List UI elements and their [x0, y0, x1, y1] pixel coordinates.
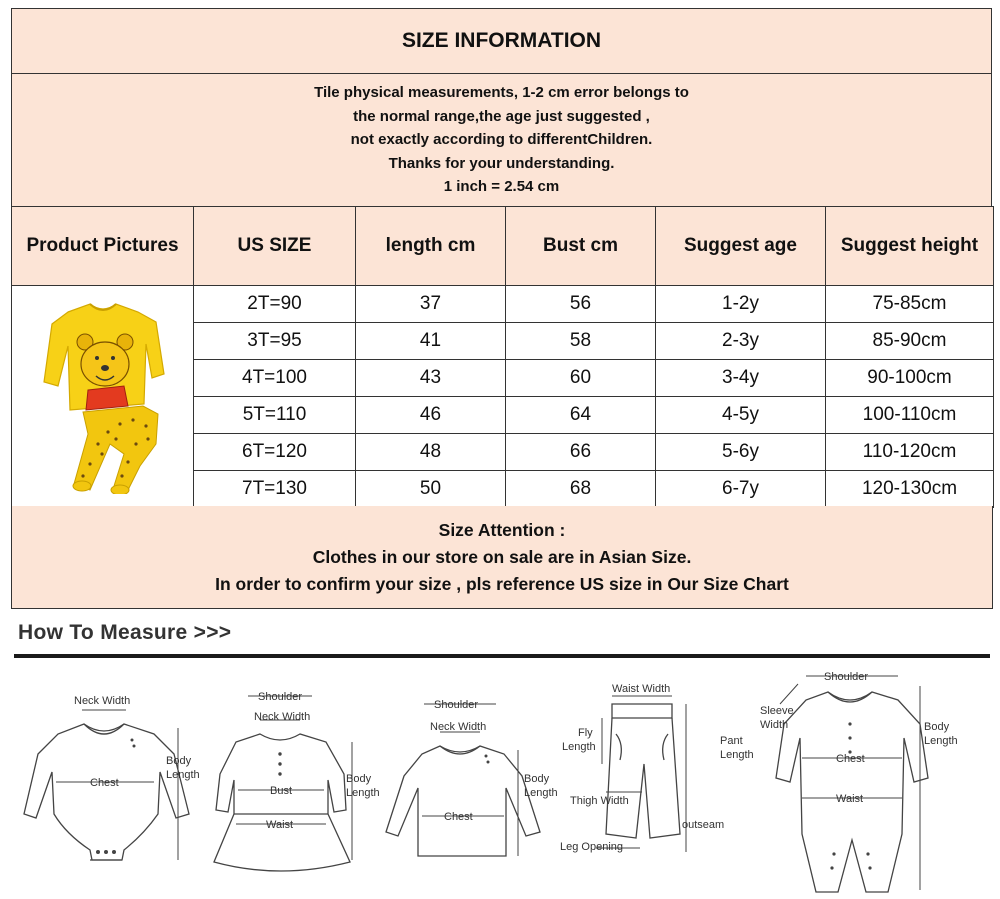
neck-width-label: Neck Width — [74, 695, 131, 707]
size-table — [11, 206, 994, 508]
outseam-label: outseam — [682, 819, 725, 831]
body-length-label: Body — [524, 773, 550, 785]
product-picture — [12, 286, 194, 508]
cell-bust: 66 — [506, 434, 656, 471]
waist-label: Waist — [266, 819, 294, 831]
cell-height: 110-120cm — [826, 434, 994, 471]
bodysuit-diagram — [14, 664, 214, 894]
cell-us-size: 5T=110 — [194, 397, 356, 434]
fly-length-label: Length — [562, 741, 596, 753]
cell-age: 3-4y — [656, 360, 826, 397]
waist-width-label: Waist Width — [612, 683, 671, 695]
cell-us-size: 7T=130 — [194, 471, 356, 508]
attention-heading: Size Attention : — [438, 519, 566, 540]
neck-width-label: Neck Width — [430, 721, 487, 733]
top-diagram — [400, 664, 570, 894]
chest-label: Chest — [836, 753, 865, 765]
yellow-pajama-image — [28, 294, 178, 494]
sleeve-width-label: Sleeve — [760, 705, 794, 717]
cell-height: 90-100cm — [826, 360, 994, 397]
cell-height: 75-85cm — [826, 286, 994, 323]
cell-us-size: 3T=95 — [194, 323, 356, 360]
cell-length: 46 — [356, 397, 506, 434]
cell-bust: 58 — [506, 323, 656, 360]
waist-label: Waist — [836, 793, 864, 805]
cell-length: 41 — [356, 323, 506, 360]
note-line: 1 inch = 2.54 cm — [443, 178, 560, 196]
note-line: the normal range,the age just suggested , — [353, 107, 650, 125]
sleeve-width-label: Width — [760, 719, 789, 731]
header-suggest-age: Suggest age — [656, 207, 826, 286]
cell-age: 5-6y — [656, 434, 826, 471]
cell-age: 1-2y — [656, 286, 826, 323]
bust-label: Bust — [270, 785, 293, 797]
cell-us-size: 6T=120 — [194, 434, 356, 471]
table-header-row — [12, 207, 994, 286]
leg-opening-label: Leg Opening — [560, 841, 623, 853]
body-length-label: Length — [166, 769, 200, 781]
cell-bust: 60 — [506, 360, 656, 397]
size-attention — [11, 506, 993, 609]
header-product-pictures: Product Pictures — [12, 207, 194, 286]
attention-line: In order to confirm your size , pls reference US size in Our Size Chart — [215, 573, 789, 594]
note-line: Tile physical measurements, 1-2 cm error belongs to — [314, 84, 689, 102]
note-line: Thanks for your understanding. — [388, 154, 615, 172]
cell-length: 43 — [356, 360, 506, 397]
shoulder-label: Shoulder — [434, 699, 479, 711]
chest-label: Chest — [444, 811, 473, 823]
header-suggest-height: Suggest height — [826, 207, 994, 286]
shoulder-label: Shoulder — [824, 671, 869, 683]
cell-age: 2-3y — [656, 323, 826, 360]
shoulder-label: Shoulder — [258, 691, 303, 703]
body-length-label: Body — [166, 755, 192, 767]
body-length-label: Length — [524, 787, 558, 799]
chest-label: Chest — [90, 777, 119, 789]
body-length-label: Length — [924, 735, 958, 747]
header-bust: Bust cm — [506, 207, 656, 286]
size-info-header — [11, 8, 992, 207]
fly-length-label: Fly — [578, 727, 593, 739]
header-us-size: US SIZE — [194, 207, 356, 286]
table-row — [12, 286, 994, 323]
body-length-label: Body — [924, 721, 950, 733]
cell-length: 48 — [356, 434, 506, 471]
pant-length-label: Length — [720, 749, 754, 761]
cell-height: 120-130cm — [826, 471, 994, 508]
dress-diagram — [200, 664, 390, 894]
cell-bust: 64 — [506, 397, 656, 434]
measurement-note — [11, 74, 992, 207]
attention-line: Clothes in our store on sale are in Asian Size. — [312, 546, 692, 567]
neck-width-label: Neck Width — [254, 711, 311, 723]
pant-length-label: Pant — [720, 735, 743, 747]
cell-age: 6-7y — [656, 471, 826, 508]
romper-diagram — [758, 664, 990, 894]
cell-length: 50 — [356, 471, 506, 508]
how-to-measure-heading: How To Measure >>> — [18, 621, 232, 644]
note-line: not exactly according to differentChildren. — [350, 131, 653, 149]
cell-length: 37 — [356, 286, 506, 323]
cell-bust: 68 — [506, 471, 656, 508]
cell-height: 85-90cm — [826, 323, 994, 360]
body-length-label: Body — [346, 773, 372, 785]
cell-bust: 56 — [506, 286, 656, 323]
cell-us-size: 4T=100 — [194, 360, 356, 397]
header-length: length cm — [356, 207, 506, 286]
section-divider — [14, 654, 990, 658]
pants-diagram — [560, 664, 760, 894]
body-length-label: Length — [346, 787, 380, 799]
cell-age: 4-5y — [656, 397, 826, 434]
cell-us-size: 2T=90 — [194, 286, 356, 323]
cell-height: 100-110cm — [826, 397, 994, 434]
page-title: SIZE INFORMATION — [11, 8, 992, 74]
thigh-width-label: Thigh Width — [570, 795, 629, 807]
